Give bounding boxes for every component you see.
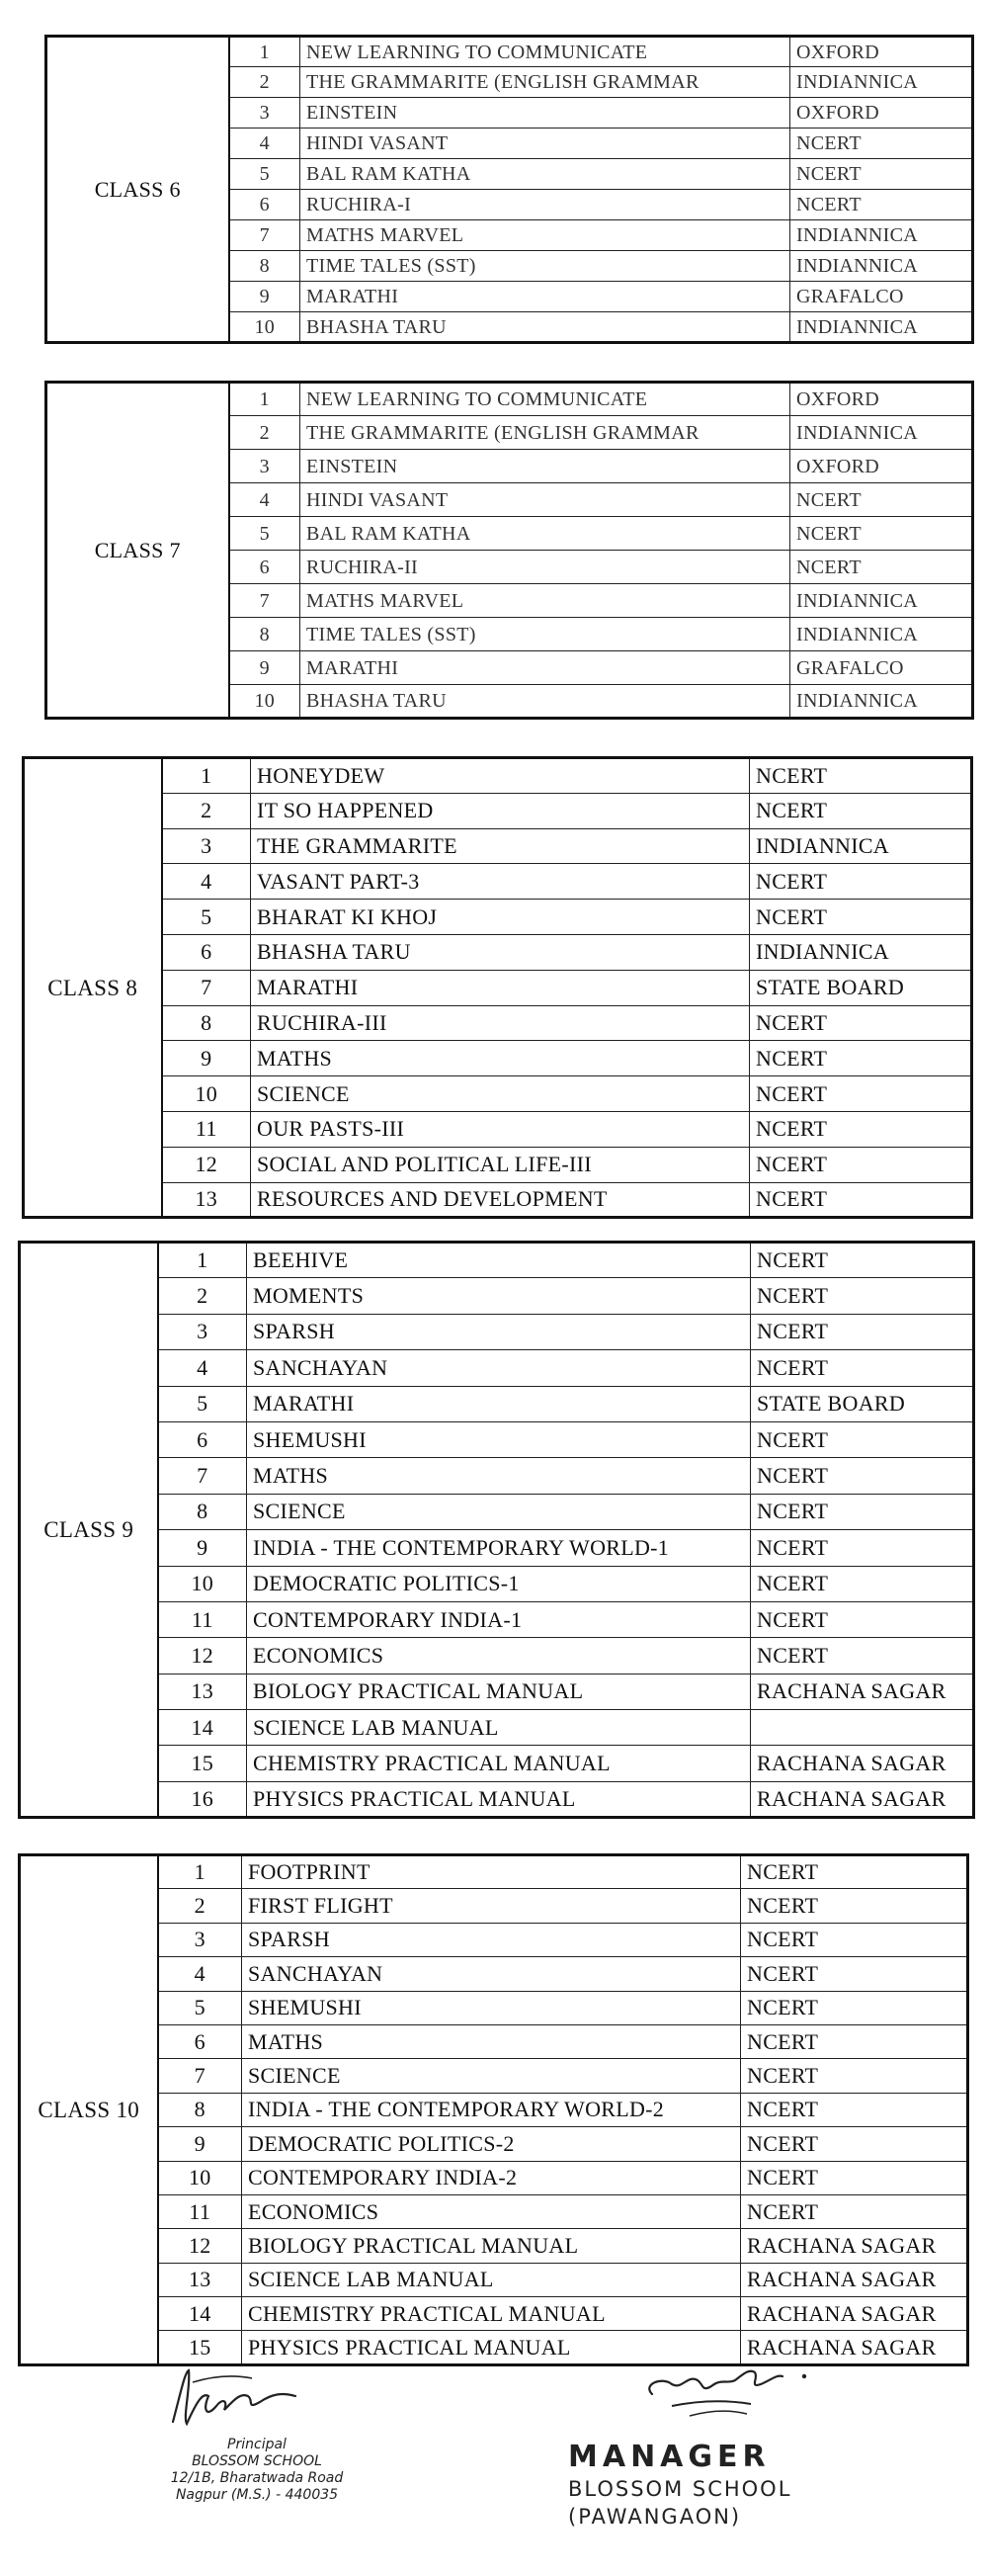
manager-school: BLOSSOM SCHOOL [568, 2477, 792, 2501]
book-title: FIRST FLIGHT [242, 1889, 741, 1923]
manager-title: MANAGER [568, 2440, 771, 2474]
table-row [20, 1923, 968, 1956]
book-title: DEMOCRATIC POLITICS-2 [242, 2127, 741, 2161]
book-number: 10 [229, 685, 300, 719]
table-row [24, 1111, 972, 1147]
book-number: 6 [162, 934, 251, 970]
publisher-name: NCERT [741, 1923, 968, 1956]
book-number: 3 [229, 450, 300, 483]
book-number: 1 [229, 37, 300, 67]
book-number: 2 [229, 416, 300, 450]
book-number: 2 [158, 1278, 247, 1314]
book-title: RUCHIRA-I [300, 190, 790, 220]
table-row [20, 2194, 968, 2228]
table-row [20, 1458, 974, 1494]
publisher-name: INDIANNICA [790, 584, 973, 618]
publisher-name: NCERT [750, 900, 972, 935]
book-number: 4 [162, 864, 251, 900]
book-number: 12 [158, 2229, 242, 2263]
principal-stamp-line1: Principal [227, 2437, 287, 2452]
publisher-name: INDIANNICA [790, 251, 973, 282]
book-title: THE GRAMMARITE [251, 828, 750, 864]
book-number: 9 [158, 2127, 242, 2161]
publisher-name: INDIANNICA [790, 67, 973, 98]
book-number: 16 [158, 1781, 247, 1817]
principal-stamp [128, 2437, 385, 2504]
publisher-name: NCERT [741, 2161, 968, 2194]
table-row [20, 2297, 968, 2331]
book-number: 3 [162, 828, 251, 864]
publisher-name: NCERT [751, 1530, 974, 1566]
table-row [20, 1746, 974, 1781]
book-title: BHASHA TARU [300, 312, 790, 343]
table-row [20, 1494, 974, 1529]
book-title: BAL RAM KATHA [300, 159, 790, 190]
publisher-name: NCERT [750, 1182, 972, 1218]
book-title: DEMOCRATIC POLITICS-1 [247, 1566, 751, 1601]
book-title: OUR PASTS-III [251, 1111, 750, 1147]
book-title: INDIA - THE CONTEMPORARY WORLD-1 [247, 1530, 751, 1566]
book-number: 7 [229, 220, 300, 251]
book-title: SCIENCE LAB MANUAL [247, 1710, 751, 1746]
publisher-name: NCERT [741, 1889, 968, 1923]
book-title: FOOTPRINT [242, 1855, 741, 1889]
publisher-name: RACHANA SAGAR [741, 2297, 968, 2331]
table-row [20, 1421, 974, 1457]
book-title: MATHS [251, 1041, 750, 1076]
class-label: CLASS 10 [20, 1855, 158, 2365]
book-number: 7 [162, 970, 251, 1005]
table-row [24, 934, 972, 970]
book-title: CHEMISTRY PRACTICAL MANUAL [242, 2297, 741, 2331]
table-row [24, 864, 972, 900]
book-number: 15 [158, 1746, 247, 1781]
publisher-name: NCERT [790, 517, 973, 551]
publisher-name: NCERT [741, 1991, 968, 2024]
publisher-name: RACHANA SAGAR [751, 1674, 974, 1709]
book-number: 1 [158, 1243, 247, 1278]
book-title: ECONOMICS [247, 1638, 751, 1674]
class-book-table [18, 1853, 969, 2366]
publisher-name: GRAFALCO [790, 282, 973, 312]
book-title: CONTEMPORARY INDIA-2 [242, 2161, 741, 2194]
table-row [20, 1781, 974, 1817]
book-title: HONEYDEW [251, 758, 750, 794]
book-title: MARATHI [300, 282, 790, 312]
book-number: 10 [158, 2161, 242, 2194]
book-number: 11 [158, 1601, 247, 1637]
book-title: BEEHIVE [247, 1243, 751, 1278]
publisher-name [751, 1710, 974, 1746]
book-title: SANCHAYAN [242, 1957, 741, 1991]
table-row [20, 2059, 968, 2093]
book-title: MARATHI [247, 1386, 751, 1421]
book-title: MATHS [242, 2024, 741, 2058]
table-row [20, 2229, 968, 2263]
principal-signature-icon [163, 2362, 321, 2437]
publisher-name: NCERT [741, 2024, 968, 2058]
table-row [20, 1386, 974, 1421]
table-row [20, 1350, 974, 1386]
manager-signature-icon [632, 2355, 830, 2434]
publisher-name: INDIANNICA [750, 828, 972, 864]
book-number: 1 [229, 383, 300, 416]
publisher-name: NCERT [750, 793, 972, 828]
book-number: 13 [162, 1182, 251, 1218]
table-row [20, 1278, 974, 1314]
book-title: RUCHIRA-III [251, 1005, 750, 1041]
publisher-name: NCERT [741, 1957, 968, 1991]
table-row [20, 1855, 968, 1889]
publisher-name: RACHANA SAGAR [741, 2263, 968, 2296]
book-title: INDIA - THE CONTEMPORARY WORLD-2 [242, 2093, 741, 2126]
book-number: 10 [158, 1566, 247, 1601]
publisher-name: INDIANNICA [790, 618, 973, 651]
book-title: SHEMUSHI [247, 1421, 751, 1457]
book-number: 1 [162, 758, 251, 794]
book-title: SPARSH [247, 1314, 751, 1349]
publisher-name: OXFORD [790, 98, 973, 129]
book-number: 7 [158, 1458, 247, 1494]
publisher-name: NCERT [750, 758, 972, 794]
book-number: 7 [158, 2059, 242, 2093]
book-title: SCIENCE LAB MANUAL [242, 2263, 741, 2296]
table-row [24, 970, 972, 1005]
book-title: MOMENTS [247, 1278, 751, 1314]
book-number: 5 [229, 159, 300, 190]
book-title: TIME TALES (SST) [300, 251, 790, 282]
book-number: 9 [229, 282, 300, 312]
book-title: SCIENCE [251, 1076, 750, 1112]
book-title: RESOURCES AND DEVELOPMENT [251, 1182, 750, 1218]
book-number: 6 [158, 2024, 242, 2058]
book-number: 5 [158, 1386, 247, 1421]
book-number: 8 [229, 618, 300, 651]
publisher-name: NCERT [741, 2127, 968, 2161]
class-book-table [44, 381, 974, 720]
table-row [20, 2093, 968, 2126]
principal-stamp-line3: 12/1B, Bharatwada Road [170, 2470, 344, 2486]
table-row [24, 1041, 972, 1076]
book-number: 9 [158, 1530, 247, 1566]
publisher-name: NCERT [790, 190, 973, 220]
book-number: 8 [162, 1005, 251, 1041]
book-title: PHYSICS PRACTICAL MANUAL [247, 1781, 751, 1817]
table-row [20, 2127, 968, 2161]
book-title: MATHS MARVEL [300, 584, 790, 618]
book-title: SOCIAL AND POLITICAL LIFE-III [251, 1147, 750, 1182]
publisher-name: NCERT [750, 1111, 972, 1147]
book-number: 12 [158, 1638, 247, 1674]
book-number: 7 [229, 584, 300, 618]
publisher-name: NCERT [751, 1566, 974, 1601]
book-title: MARATHI [300, 651, 790, 685]
publisher-name: NCERT [741, 2093, 968, 2126]
book-number: 2 [229, 67, 300, 98]
book-number: 10 [229, 312, 300, 343]
book-title: BAL RAM KATHA [300, 517, 790, 551]
book-number: 5 [162, 900, 251, 935]
book-title: HINDI VASANT [300, 129, 790, 159]
publisher-name: NCERT [751, 1601, 974, 1637]
publisher-name: STATE BOARD [750, 970, 972, 1005]
table-row [20, 1674, 974, 1709]
publisher-name: NCERT [741, 2059, 968, 2093]
table-row [46, 37, 973, 67]
publisher-name: NCERT [751, 1278, 974, 1314]
book-title: MATHS MARVEL [300, 220, 790, 251]
book-number: 11 [158, 2194, 242, 2228]
book-number: 6 [158, 1421, 247, 1457]
publisher-name: NCERT [750, 1076, 972, 1112]
book-title: PHYSICS PRACTICAL MANUAL [242, 2331, 741, 2364]
book-number: 6 [229, 190, 300, 220]
book-title: SANCHAYAN [247, 1350, 751, 1386]
principal-stamp-line2: BLOSSOM SCHOOL [192, 2453, 322, 2469]
table-row [20, 1243, 974, 1278]
publisher-name: NCERT [790, 483, 973, 517]
book-number: 15 [158, 2331, 242, 2364]
book-title: BHARAT KI KHOJ [251, 900, 750, 935]
class-label: CLASS 6 [46, 37, 229, 343]
manager-location: (PAWANGAON) [568, 2505, 742, 2529]
book-number: 4 [158, 1957, 242, 1991]
publisher-name: INDIANNICA [750, 934, 972, 970]
book-title: BHASHA TARU [251, 934, 750, 970]
table-row [20, 1957, 968, 1991]
book-title: SCIENCE [247, 1494, 751, 1529]
book-number: 8 [229, 251, 300, 282]
book-number: 5 [229, 517, 300, 551]
publisher-name: NCERT [790, 129, 973, 159]
book-title: BIOLOGY PRACTICAL MANUAL [242, 2229, 741, 2263]
book-title: TIME TALES (SST) [300, 618, 790, 651]
book-number: 2 [158, 1889, 242, 1923]
publisher-name: NCERT [750, 1147, 972, 1182]
book-number: 9 [229, 651, 300, 685]
book-title: RUCHIRA-II [300, 551, 790, 584]
table-row [24, 1182, 972, 1218]
table-row [20, 1889, 968, 1923]
book-number: 2 [162, 793, 251, 828]
book-title: EINSTEIN [300, 98, 790, 129]
class-label: CLASS 8 [24, 758, 162, 1218]
book-number: 10 [162, 1076, 251, 1112]
publisher-name: NCERT [741, 2194, 968, 2228]
publisher-name: OXFORD [790, 383, 973, 416]
book-title: SHEMUSHI [242, 1991, 741, 2024]
publisher-name: GRAFALCO [790, 651, 973, 685]
book-title: EINSTEIN [300, 450, 790, 483]
book-number: 12 [162, 1147, 251, 1182]
book-title: IT SO HAPPENED [251, 793, 750, 828]
publisher-name: INDIANNICA [790, 685, 973, 719]
publisher-name: NCERT [790, 551, 973, 584]
table-row [20, 2024, 968, 2058]
publisher-name: NCERT [790, 159, 973, 190]
publisher-name: NCERT [751, 1638, 974, 1674]
publisher-name: NCERT [751, 1494, 974, 1529]
book-number: 13 [158, 1674, 247, 1709]
book-number: 3 [158, 1314, 247, 1349]
table-row [24, 900, 972, 935]
publisher-name: RACHANA SAGAR [751, 1746, 974, 1781]
book-title: BHASHA TARU [300, 685, 790, 719]
book-title: CHEMISTRY PRACTICAL MANUAL [247, 1746, 751, 1781]
table-row [20, 1314, 974, 1349]
book-title: BIOLOGY PRACTICAL MANUAL [247, 1674, 751, 1709]
class-book-table [44, 35, 974, 344]
table-row [24, 793, 972, 828]
table-row [20, 1710, 974, 1746]
table-row [20, 1530, 974, 1566]
table-row [24, 758, 972, 794]
publisher-name: RACHANA SAGAR [741, 2229, 968, 2263]
publisher-name: INDIANNICA [790, 312, 973, 343]
publisher-name: RACHANA SAGAR [741, 2331, 968, 2364]
table-row [20, 2161, 968, 2194]
publisher-name: INDIANNICA [790, 416, 973, 450]
book-number: 4 [158, 1350, 247, 1386]
book-title: CONTEMPORARY INDIA-1 [247, 1601, 751, 1637]
table-row [20, 2263, 968, 2296]
table-row [20, 1601, 974, 1637]
book-number: 8 [158, 1494, 247, 1529]
book-title: SPARSH [242, 1923, 741, 1956]
class-book-table [22, 756, 973, 1219]
book-number: 3 [158, 1923, 242, 1956]
table-row [20, 1566, 974, 1601]
book-title: VASANT PART-3 [251, 864, 750, 900]
book-number: 14 [158, 2297, 242, 2331]
publisher-name: INDIANNICA [790, 220, 973, 251]
publisher-name: NCERT [751, 1350, 974, 1386]
class-label: CLASS 7 [46, 383, 229, 719]
publisher-name: NCERT [741, 1855, 968, 1889]
book-title: MARATHI [251, 970, 750, 1005]
publisher-name: STATE BOARD [751, 1386, 974, 1421]
book-number: 4 [229, 483, 300, 517]
book-title: NEW LEARNING TO COMMUNICATE [300, 383, 790, 416]
table-row [20, 1991, 968, 2024]
book-title: SCIENCE [242, 2059, 741, 2093]
book-title: NEW LEARNING TO COMMUNICATE [300, 37, 790, 67]
table-row [24, 1005, 972, 1041]
book-number: 5 [158, 1991, 242, 2024]
principal-stamp-line4: Nagpur (M.S.) - 440035 [175, 2487, 339, 2503]
class-label: CLASS 9 [20, 1243, 158, 1818]
table-row [24, 828, 972, 864]
publisher-name: NCERT [751, 1314, 974, 1349]
book-title: HINDI VASANT [300, 483, 790, 517]
book-number: 8 [158, 2093, 242, 2126]
table-row [20, 1638, 974, 1674]
class-book-table [18, 1241, 975, 1819]
publisher-name: RACHANA SAGAR [751, 1781, 974, 1817]
publisher-name: NCERT [750, 1005, 972, 1041]
publisher-name: NCERT [751, 1421, 974, 1457]
publisher-name: OXFORD [790, 37, 973, 67]
publisher-name: NCERT [750, 864, 972, 900]
book-number: 1 [158, 1855, 242, 1889]
table-row [24, 1147, 972, 1182]
publisher-name: OXFORD [790, 450, 973, 483]
book-title: THE GRAMMARITE (ENGLISH GRAMMAR [300, 416, 790, 450]
book-number: 11 [162, 1111, 251, 1147]
manager-stamp [568, 2440, 791, 2531]
book-title: ECONOMICS [242, 2194, 741, 2228]
book-number: 14 [158, 1710, 247, 1746]
table-row [24, 1076, 972, 1112]
publisher-name: NCERT [751, 1243, 974, 1278]
book-number: 6 [229, 551, 300, 584]
publisher-name: NCERT [751, 1458, 974, 1494]
book-number: 4 [229, 129, 300, 159]
book-title: THE GRAMMARITE (ENGLISH GRAMMAR [300, 67, 790, 98]
book-number: 13 [158, 2263, 242, 2296]
table-row [46, 383, 973, 416]
book-title: MATHS [247, 1458, 751, 1494]
publisher-name: NCERT [750, 1041, 972, 1076]
book-number: 3 [229, 98, 300, 129]
book-number: 9 [162, 1041, 251, 1076]
